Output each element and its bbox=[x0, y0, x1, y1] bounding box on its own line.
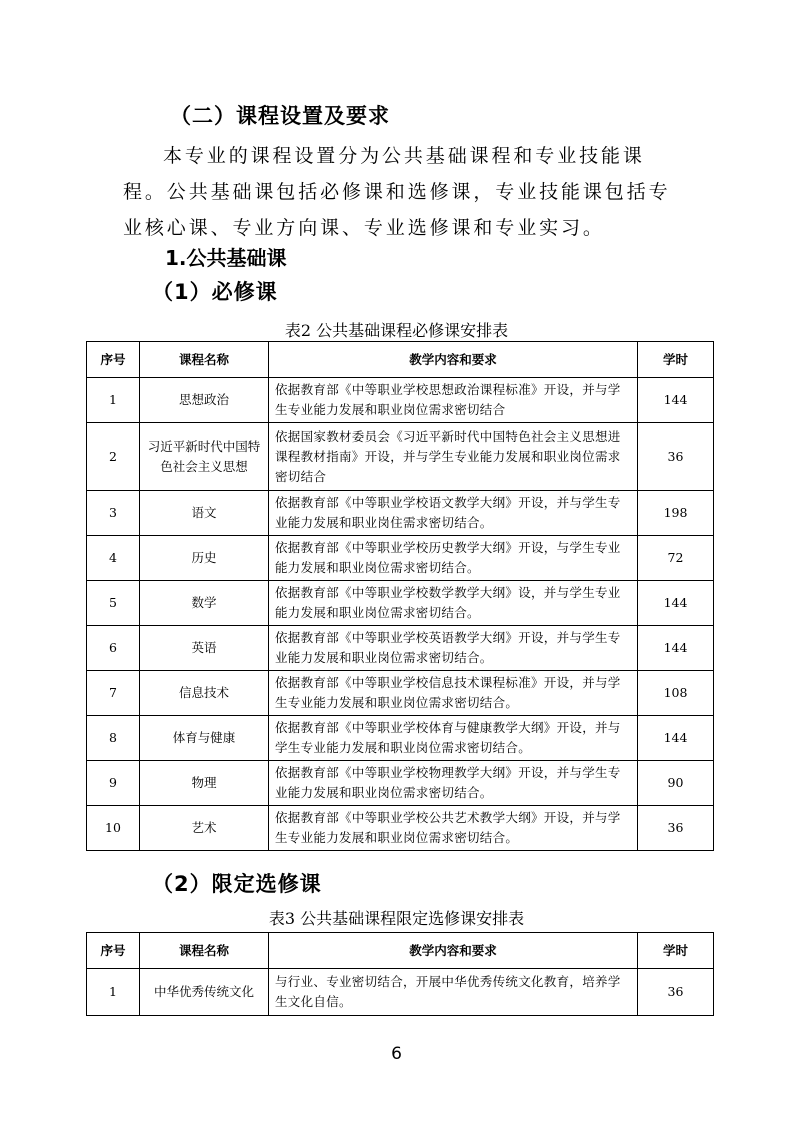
row-hours: 90 bbox=[638, 761, 714, 806]
intro-paragraph bbox=[123, 138, 683, 246]
row-content: 与行业、专业密切结合，开展中华优秀传统文化教育，培养学生文化自信。 bbox=[269, 969, 638, 1016]
row-hours: 36 bbox=[638, 423, 714, 491]
row-no: 2 bbox=[87, 423, 140, 491]
row-no: 7 bbox=[87, 671, 140, 716]
row-content: 依据教育部《中等职业学校数学教学大纲》设，并与学生专业能力发展和职业岗位需求密切结合。 bbox=[269, 581, 638, 626]
row-course-name: 中华优秀传统文化 bbox=[140, 969, 269, 1016]
table-header-row bbox=[87, 933, 714, 969]
row-content: 依据教育部《中等职业学校历史教学大纲》开设，与学生专业能力发展和职业岗位需求密切结合。 bbox=[269, 536, 638, 581]
row-no: 5 bbox=[87, 581, 140, 626]
table-row bbox=[87, 491, 714, 536]
required-courses-table bbox=[86, 341, 714, 851]
header-course-name: 课程名称 bbox=[140, 342, 269, 378]
row-course-name: 语文 bbox=[140, 491, 269, 536]
row-hours: 144 bbox=[638, 378, 714, 423]
row-no: 8 bbox=[87, 716, 140, 761]
row-content: 依据国家教材委员会《习近平新时代中国特色社会主义思想进课程教材指南》开设，并与学生专业能力发展和职业岗位需求密切结合 bbox=[269, 423, 638, 491]
row-course-name: 习近平新时代中国特色社会主义思想 bbox=[140, 423, 269, 491]
subsection-heading: 1.公共基础课 bbox=[165, 246, 287, 270]
required-courses-heading: （1）必修课 bbox=[152, 280, 278, 304]
row-course-name: 历史 bbox=[140, 536, 269, 581]
header-hours: 学时 bbox=[638, 933, 714, 969]
section-heading: （二）课程设置及要求 bbox=[170, 104, 390, 128]
table-row bbox=[87, 423, 714, 491]
elective-courses-heading: （2）限定选修课 bbox=[152, 872, 322, 896]
row-no: 9 bbox=[87, 761, 140, 806]
table2-caption: 表2 公共基础课程必修课安排表 bbox=[284, 321, 509, 340]
row-no: 10 bbox=[87, 806, 140, 851]
row-no: 1 bbox=[87, 969, 140, 1016]
header-hours: 学时 bbox=[638, 342, 714, 378]
row-content: 依据教育部《中等职业学校物理教学大纲》开设，并与学生专业能力发展和职业岗位需求密切结合。 bbox=[269, 761, 638, 806]
row-no: 3 bbox=[87, 491, 140, 536]
header-content: 教学内容和要求 bbox=[269, 342, 638, 378]
row-course-name: 体育与健康 bbox=[140, 716, 269, 761]
row-no: 6 bbox=[87, 626, 140, 671]
row-hours: 108 bbox=[638, 671, 714, 716]
row-content: 依据教育部《中等职业学校体育与健康教学大纲》开设，并与学生专业能力发展和职业岗位需求密切结合。 bbox=[269, 716, 638, 761]
header-no: 序号 bbox=[87, 933, 140, 969]
table-row bbox=[87, 378, 714, 423]
table-header-row bbox=[87, 342, 714, 378]
row-content: 依据教育部《中等职业学校英语教学大纲》开设，并与学生专业能力发展和职业岗位需求密切结合。 bbox=[269, 626, 638, 671]
row-course-name: 英语 bbox=[140, 626, 269, 671]
row-hours: 36 bbox=[638, 806, 714, 851]
table-row bbox=[87, 969, 714, 1016]
table-row bbox=[87, 536, 714, 581]
intro-paragraph-text: 本专业的课程设置分为公共基础课程和专业技能课程。公共基础课包括必修课和选修课，专业技能课包括专业核心课、专业方向课、专业选修课和专业实习。 bbox=[123, 145, 671, 239]
table-row bbox=[87, 761, 714, 806]
table-row bbox=[87, 626, 714, 671]
row-hours: 72 bbox=[638, 536, 714, 581]
page-number: 6 bbox=[391, 1044, 402, 1064]
table-row bbox=[87, 716, 714, 761]
row-hours: 144 bbox=[638, 716, 714, 761]
row-course-name: 思想政治 bbox=[140, 378, 269, 423]
row-content: 依据教育部《中等职业学校信息技术课程标准》开设，并与学生专业能力发展和职业岗位需求密切结合。 bbox=[269, 671, 638, 716]
row-hours: 198 bbox=[638, 491, 714, 536]
row-course-name: 数学 bbox=[140, 581, 269, 626]
row-content: 依据教育部《中等职业学校语文教学大纲》开设，并与学生专业能力发展和职业岗住需求密切结合。 bbox=[269, 491, 638, 536]
row-hours: 144 bbox=[638, 626, 714, 671]
table-row bbox=[87, 806, 714, 851]
table-row bbox=[87, 581, 714, 626]
row-course-name: 物理 bbox=[140, 761, 269, 806]
header-course-name: 课程名称 bbox=[140, 933, 269, 969]
header-no: 序号 bbox=[87, 342, 140, 378]
row-no: 4 bbox=[87, 536, 140, 581]
header-content: 教学内容和要求 bbox=[269, 933, 638, 969]
elective-courses-table bbox=[86, 932, 714, 1016]
row-content: 依据教育部《中等职业学校公共艺术教学大纲》开设，并与学生专业能力发展和职业岗位需求密切结合。 bbox=[269, 806, 638, 851]
table3-caption: 表3 公共基础课程限定选修课安排表 bbox=[268, 909, 525, 928]
table-row bbox=[87, 671, 714, 716]
row-content: 依据教育部《中等职业学校思想政治课程标准》开设，并与学生专业能力发展和职业岗位需求密切结合 bbox=[269, 378, 638, 423]
row-hours: 144 bbox=[638, 581, 714, 626]
row-hours: 36 bbox=[638, 969, 714, 1016]
row-course-name: 艺术 bbox=[140, 806, 269, 851]
row-no: 1 bbox=[87, 378, 140, 423]
row-course-name: 信息技术 bbox=[140, 671, 269, 716]
